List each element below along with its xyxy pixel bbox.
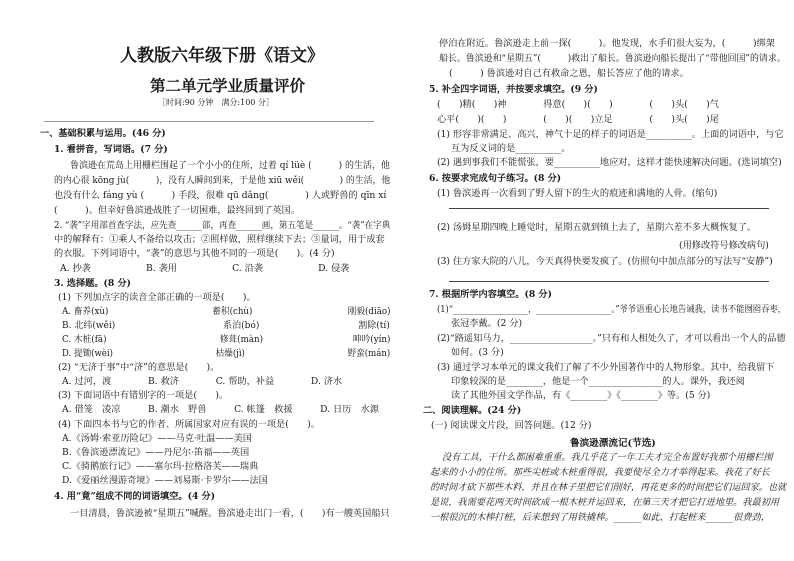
q1-heading: 1. 看拼音，写词语。(7 分) — [54, 144, 168, 155]
q4-line3: 船长。鲁滨逊和“星期五”( )救出了船长。鲁滨逊向船长提出了“带他回国”的请求。 — [439, 53, 786, 64]
q6-1-answer-line[interactable] — [449, 208, 769, 209]
q6-3: (3) 住方家大院的八儿，今天真得快要发疯了。(仿照句中加点部分的写法写“安静”) — [437, 256, 773, 267]
q6-3-answer-line[interactable] — [449, 281, 769, 282]
passage-line-4: 是说，我需要花两天时间砍成一根木桩并运回来，在第三天才把它打进地里。我最初用 — [430, 497, 780, 508]
passage-title: 鲁滨逊漂流记(节选) — [570, 438, 656, 449]
page-title: 人教版六年级下册《语文》 — [120, 46, 324, 66]
q5-row1: ( )精( )神 得意( )( ) ( )头( )气 — [437, 99, 719, 110]
q4-line2: 停泊在附近。鲁滨逊走上前一探( )。他发现，水手们很大妄为，( )绑架 — [439, 38, 775, 49]
exam-meta: ［时间:90 分钟 满分:100 分］ — [158, 98, 274, 107]
q5-row2: 心平( )( ) ( )( )立足 ( )头( )尾 — [437, 114, 719, 125]
passage-line-3: 的时间才砍下那些木料，并且在林子里把它们削好，再花更多的时间把它们运回家。也就 — [430, 482, 787, 493]
q3-2-options: A. 过河，渡 B. 救济 C. 帮助，补益 D. 济水 — [62, 376, 343, 387]
divider — [44, 121, 374, 122]
q5-2: (2) 遇到事我们不能慌张，要__________地应对，这样才能快速解决问题。(选词填空) — [437, 157, 782, 168]
q6-heading: 6. 按要求完成句子练习。(8 分) — [429, 173, 562, 184]
passage-line-2: 起来的小小的住所。那些尖桩或木桩重得很，我要使尽全力才举得起来。我花了好长 — [430, 467, 770, 478]
q7-3: (3) 通过学习本单元的课文我们了解了不少外国著作中的人物形象。其中，给我留下 — [437, 362, 775, 373]
q3-3: (3) 下面词语中有错别字的一项是( )。 — [58, 390, 229, 401]
q7-2: (2)“路遥知马力，__________________。”只有和人相处久了，才可以看出一个人的品德 — [437, 333, 786, 344]
q5-1b: 互为反义词的是__________。 — [451, 143, 571, 154]
q2-line3: 的衣服。下列词语中，“袭”的意思与其他不同的一项是( )。(4 分) — [54, 248, 335, 259]
q3-1-a: A. 畜养(xù) 蓄积(chù) 刚毅(diāo) — [62, 306, 391, 317]
q4-line1: 一目清晨，鲁滨逊被“星期五”喊醒。鲁滨逊走出门一看，( )有一艘英国船只 — [70, 508, 390, 519]
q3-1-b: B. 北纬(wěi) 系泊(bó) 割除(tí) — [62, 320, 390, 331]
q7-2b: 如何。(3 分) — [451, 347, 504, 358]
q3-4: (4) 下面四本书与它的作者、所属国家对应有误的一项是( )。 — [58, 419, 320, 430]
q3-4-c: C.《骑鹅旅行记》——塞尔玛·拉格洛芙——瑞典 — [62, 461, 259, 472]
q3-1: (1) 下列加点字的读音全部正确的一项是( )。 — [58, 292, 256, 303]
q5-1: (1) 形容非常满足、高兴，神气十足的样子的词语是__________。上面的词语中，与它 — [437, 129, 784, 140]
q3-2: (2) “无济于事”中“济”的意思是( )。 — [58, 362, 220, 373]
q3-4-a: A.《汤姆·索亚历险记》——马克·吐温——美国 — [62, 433, 252, 444]
reading-sub-1: (一) 阅读课文片段，回答问题。(12 分) — [431, 420, 592, 431]
q4-line4: ( ) 鲁滨逊对自己有救命之恩，船长答应了他的请求。 — [449, 68, 689, 79]
q3-4-d: D.《爱丽丝漫游奇境》——刘易斯·卡罗尔——法国 — [62, 475, 268, 486]
q1-line2: 的内心很 kōng jù( )，没有人瞬间到来，于是他 xiū wěi( ) 的生活，他 — [54, 175, 391, 186]
q3-heading: 3. 选择题。(8 分) — [54, 278, 132, 289]
section-1-heading: 一、基础积累与运用。(46 分) — [40, 128, 166, 139]
q1-line1: 鲁滨逊在荒岛上用栅栏围起了一个小小的住所，过着 qí lüè ( ) 的生活，他 — [70, 160, 390, 171]
q6-2: (2) 汤姆星期四晚上睡觉时，星期五就到镇上去了，星期六差不多大概恢复了。 — [437, 222, 757, 233]
q7-3b: 印象较深的是________，他是一个________________的人。课外，我还阅 — [451, 376, 745, 387]
passage-line-1: 没有工具，干什么都困难重重。我几乎花了一年工夫才完全布置好我那个用栅栏围 — [442, 452, 773, 463]
q2-line2: 中的解释有：①乘人不备给以攻击；②照样做，照样继续下去；③量词，用于成套 — [54, 234, 385, 245]
page-subtitle: 第二单元学业质量评价 — [150, 76, 306, 95]
q6-1: (1) 鲁滨逊再一次看到了野人留下的生火的痕迹和满地的人骨。(缩句) — [437, 188, 718, 199]
q1-line4: ( )。但幸好鲁滨逊战胜了一切困难，最终回到了英国。 — [54, 205, 301, 216]
q6-2-note: (用修改符号修改病句) — [679, 240, 769, 251]
q3-3-options: A. 借笼 凌凉 B. 潮水 野兽 C. 帐篷 救援 D. 日历 水源 — [62, 404, 379, 415]
q7-heading: 7. 根据所学内容填空。(8 分) — [429, 289, 552, 300]
passage-line-5: 一根很沉的木棒打桩，后来想到了用铁撬棒。______如此，打起桩来______很费劲， — [430, 512, 770, 523]
q7-3c: 读了其他外国文学作品，有《________》《________》等。(5 分) — [451, 390, 711, 401]
q1-line3: 也没有什么 fáng yù ( ) 手段，很难 qū dǎng( ) 人或野兽的 qīn xí — [54, 190, 387, 201]
section-2-heading: 二、阅读理解。(24 分) — [423, 405, 522, 416]
q3-1-d: D. 提锄(wèi) 枯燥(jì) 野蛮(mán) — [62, 348, 391, 359]
q3-4-b: B.《鲁滨逊漂流记》——丹尼尔·笛福——英国 — [62, 447, 250, 458]
q2-options: A. 抄袭 B. 袭用 C. 沿袭 D. 侵袭 — [60, 263, 350, 274]
q5-heading: 5. 补全四字词语，并按要求填空。(9 分) — [429, 84, 598, 95]
q3-1-c: C. 木桩(fā) 修葺(màn) 呻吟(yín) — [62, 334, 391, 345]
q4-heading: 4. 用“竟”组成不同的词语填空。(4 分) — [54, 491, 216, 502]
q2-heading: 2. “袭”字用部首查字法，应先查______部，再查______画，第五笔是______。“袭”在字典 — [54, 220, 391, 231]
q7-1: (1)“__________________，__________________。”爷爷语重心长地告诫我，读书不能囫囵吞枣， — [437, 304, 787, 315]
q7-1b: 张冠李戴。(2 分) — [451, 318, 523, 329]
